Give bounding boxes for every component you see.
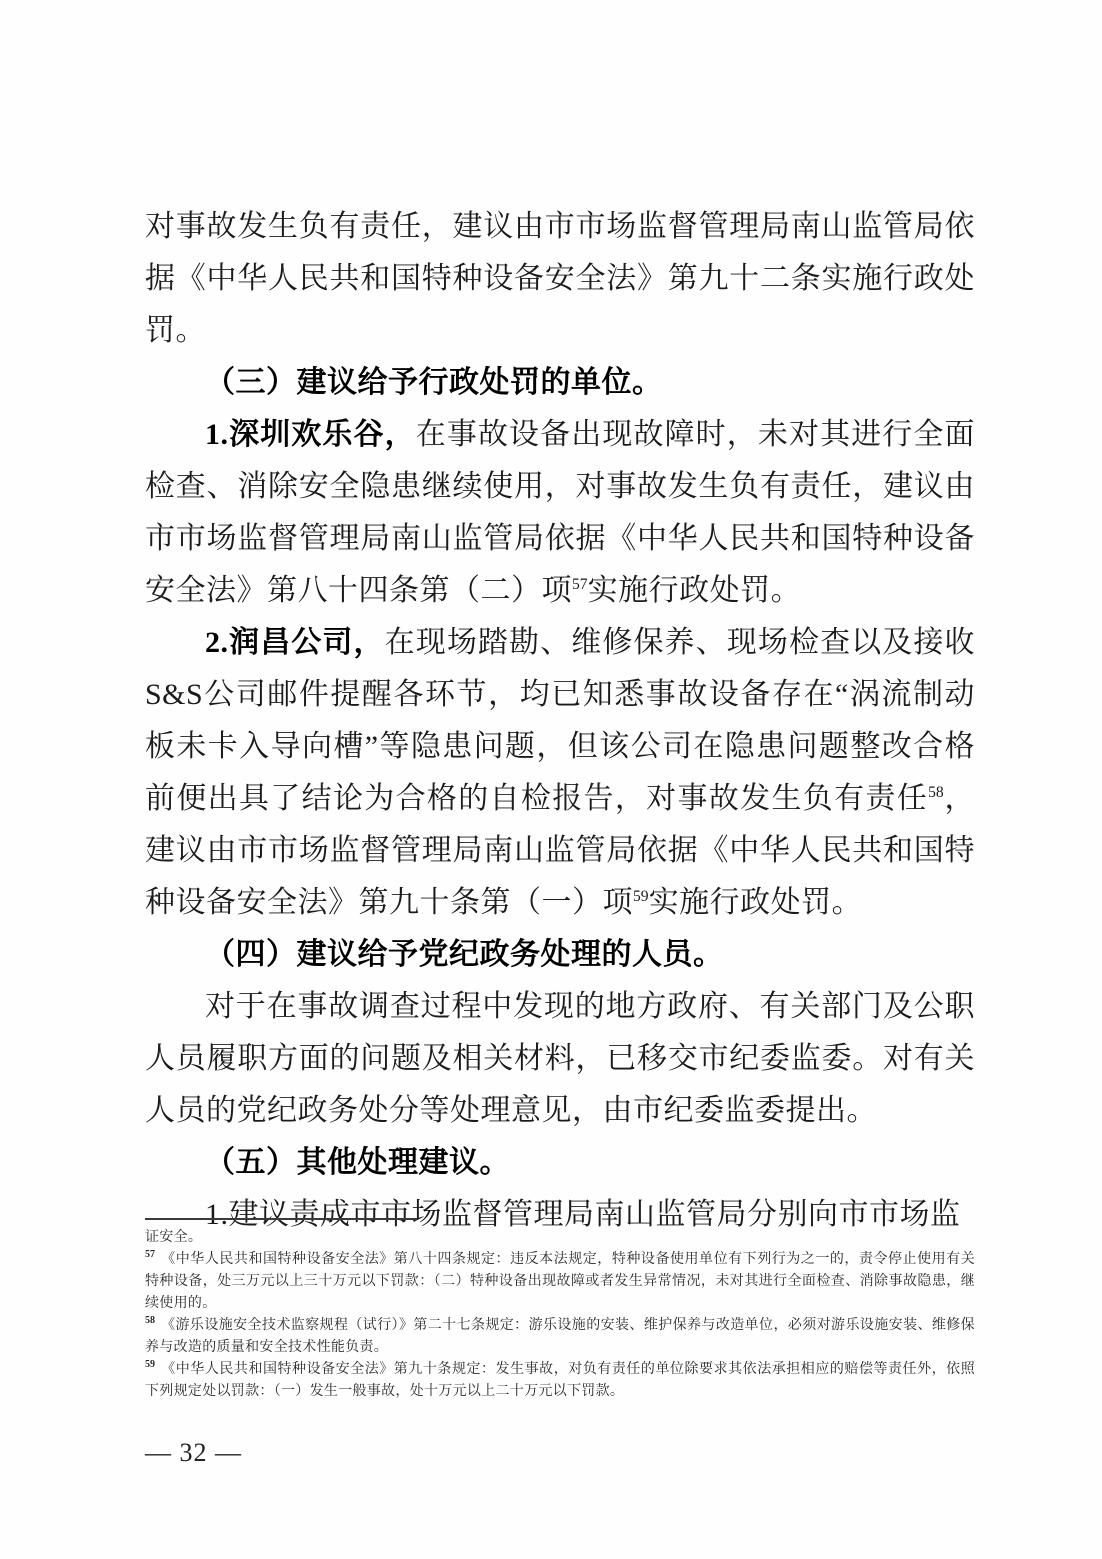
section-heading-3: （三）建议给予行政处罚的单位。 (205, 366, 663, 399)
paragraph-text: 实施行政处罚。 (587, 574, 802, 607)
paragraph-lead-bold: 2.润昌公司， (205, 626, 385, 659)
footnote-number-58: 58 (145, 1315, 155, 1327)
footnote-ref-58: 58 (928, 784, 944, 801)
paragraph-text: 在事故设备出现故障时，未对其进行全面检查、消除安全隐患继续使用，对事故发生负有责任，建议由市市场监督管理局南山监管局依据《中华人民共和国特种设备安全法》第八十四条第（二）项 (145, 418, 976, 607)
footnote-text: 《中华人民共和国特种设备安全法》第九十条规定：发生事故，对负有责任的单位除要求其依法承担相应的赔偿等责任外，依照下列规定处以罚款：（一）发生一般事故，处十万元以上二十万元以下罚款。 (145, 1362, 975, 1399)
paragraph-runchang-company (145, 617, 975, 929)
paragraph-text: 在现场踏勘、维修保养、现场检查以及接收S&S公司邮件提醒各环节，均已知悉事故设备存在“涡流制动板未卡入导向槽”等隐患问题，但该公司在隐患问题整改合格前便出具了结论为合格的自检报告，对事故发生负有责任 (145, 626, 975, 815)
footnote-continuation (145, 1227, 975, 1249)
footnote-57 (145, 1249, 975, 1315)
paragraph-happy-valley (145, 409, 975, 617)
footnote-text: 《中华人民共和国特种设备安全法》第八十四条规定：违反本法规定，特种设备使用单位有下列行为之一的，责令停止使用有关特种设备，处三万元以上三十万元以下罚款：（二）特种设备出现故障或者发生异常情况，未对其进行全面检查、消除事故隐患，继续使用的。 (145, 1252, 975, 1311)
paragraph-text: 实施行政处罚。 (648, 886, 863, 919)
footnote-59 (145, 1359, 975, 1403)
footnote-text: 证安全。 (145, 1230, 203, 1245)
footnote-number-59: 59 (145, 1359, 155, 1371)
footnote-58 (145, 1315, 975, 1359)
footnote-text: 《游乐设施安全技术监察规程（试行）》第二十七条规定：游乐设施的安装、维护保养与改造单位，必须对游乐设施安装、维修保养与改造的质量和安全技术性能负责。 (145, 1318, 975, 1355)
paragraph-discipline: 对于在事故调查过程中发现的地方政府、有关部门及公职人员履职方面的问题及相关材料，已移交市纪委监委。对有关人员的党纪政务处分等处理意见，由市纪委监委提出。 (145, 990, 975, 1127)
paragraph-other-suggestions: 1.建议责成市市场监督管理局南山监管局分别向市市场监 (205, 1198, 961, 1231)
footnotes-block (145, 1227, 975, 1403)
paragraph-text: ，建议由市市场监督管理局南山监管局依据《中华人民共和国特种设备安全法》第九十条第（一）项 (145, 782, 976, 919)
footnote-number-57: 57 (145, 1249, 155, 1261)
footnote-separator (145, 1218, 417, 1220)
paragraph-continuation: 对事故发生负有责任，建议由市市场监督管理局南山监管局依据《中华人民共和国特种设备安全法》第九十二条实施行政处罚。 (145, 210, 975, 347)
section-heading-5: （五）其他处理建议。 (205, 1146, 510, 1179)
paragraph-lead-bold: 1.深圳欢乐谷， (205, 418, 416, 451)
section-heading-4: （四）建议给予党纪政务处理的人员。 (205, 938, 724, 971)
body-text (145, 201, 975, 1241)
footnote-ref-57: 57 (572, 576, 588, 593)
page-number: — 32 — (145, 1438, 242, 1467)
footnote-ref-59: 59 (633, 888, 649, 905)
